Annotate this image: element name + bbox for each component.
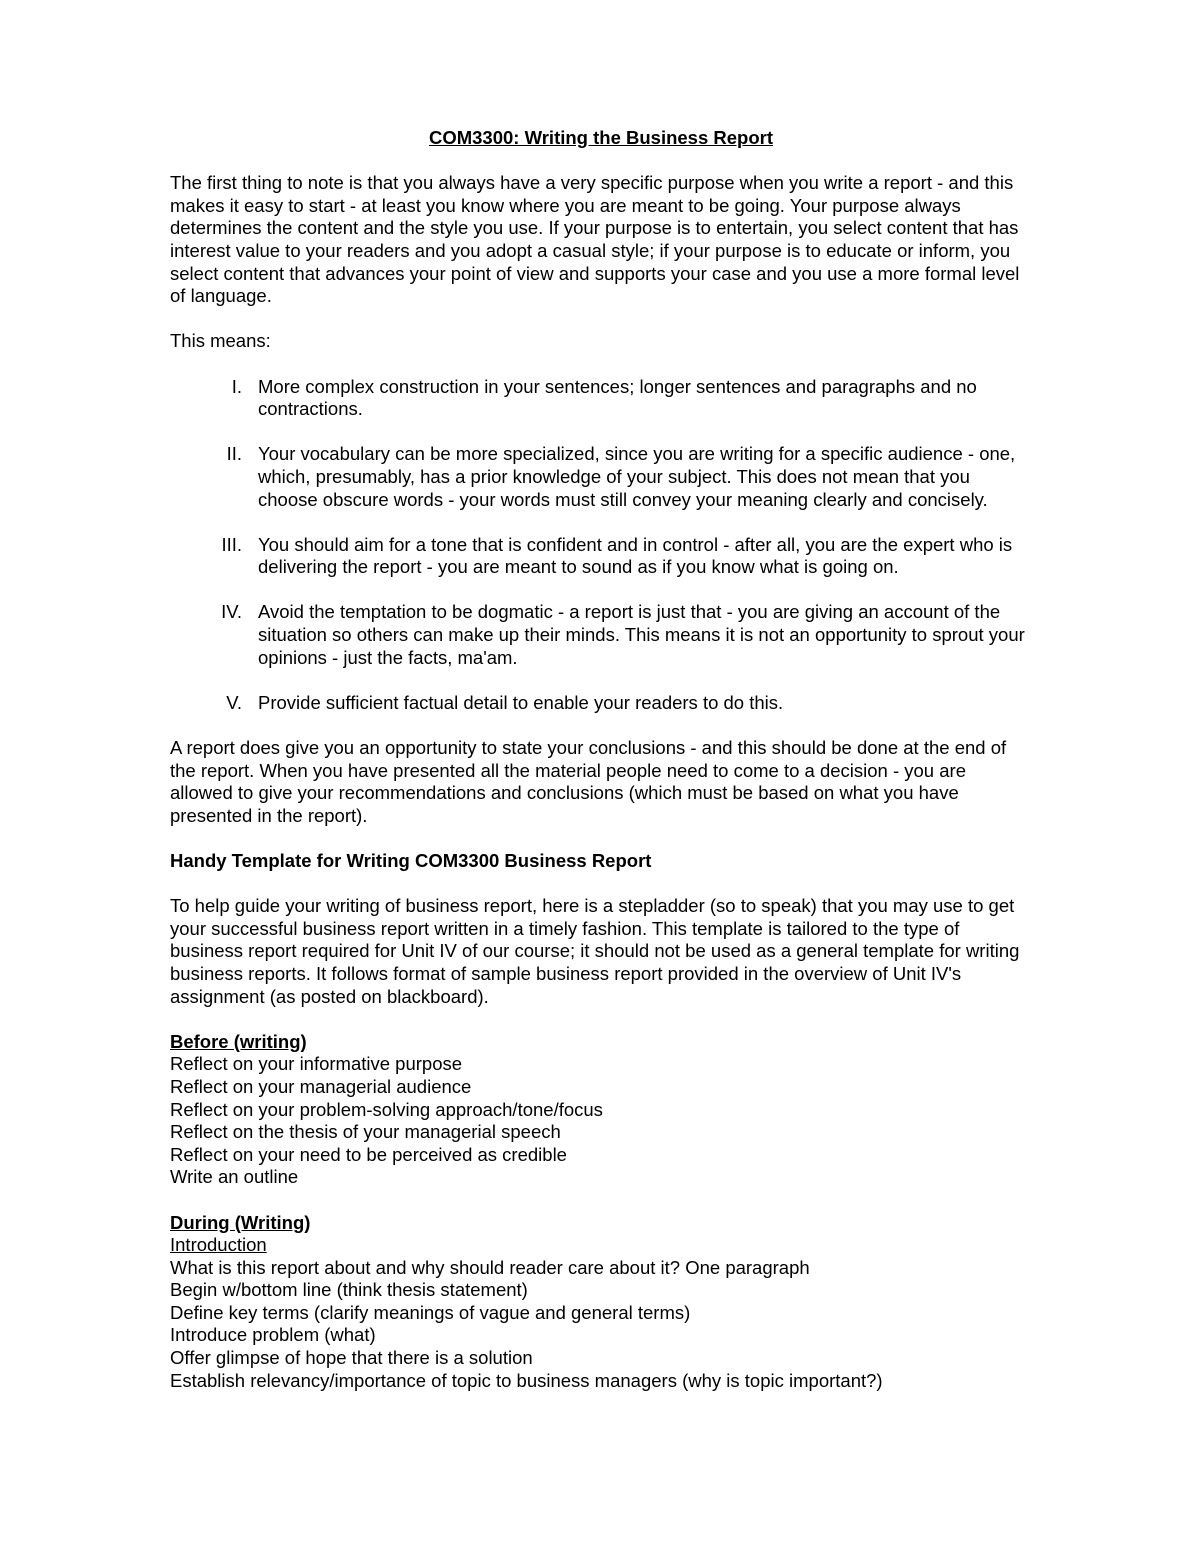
list-item-text: Your vocabulary can be more specialized, since you are writing for a specific audience - one, which, presumably, has a prior knowledge of your subject. This does not mean that you choose obscure words - your words must still convey your meaning clearly and concisely. (258, 443, 1016, 510)
conclusion-paragraph: A report does give you an opportunity to state your conclusions - and this should be done at the end of the report. When you have presented all the material people need to come to a decision - you are allowed to give your recommendations and conclusions (which must be based on what you have presented in the report). (170, 737, 1007, 826)
introduction-subheading: Introduction (170, 1234, 267, 1256)
list-item (170, 601, 1032, 669)
during-item: Establish relevancy/importance of topic to business managers (why is topic important?) (170, 1369, 883, 1391)
intro-paragraph: The first thing to note is that you always have a very specific purpose when you write a report - and this makes it easy to start - at least you know where you are meant to be going. Your purpose always determines the content and the style you use. If your purpose is to entertain, you select content that has interest value to your readers and you adopt a casual style; if your purpose is to educate or inform, you select content that advances your point of view and supports your case and you use a more formal level of language. (170, 172, 1020, 307)
during-item: Offer glimpse of hope that there is a solution (170, 1347, 533, 1369)
during-item: Begin w/bottom line (think thesis statement) (170, 1279, 528, 1301)
list-item (170, 376, 1032, 421)
during-item: Define key terms (clarify meanings of vague and general terms) (170, 1301, 691, 1323)
list-item-number: I. (231, 375, 242, 397)
list-item-text: Provide sufficient factual detail to enable your readers to do this. (258, 691, 784, 713)
during-writing-heading: During (Writing) (170, 1211, 311, 1233)
roman-numeral-list (170, 376, 1032, 715)
list-item-text: More complex construction in your sentences; longer sentences and paragraphs and no contractions. (258, 375, 977, 420)
before-item: Reflect on your managerial audience (170, 1075, 472, 1097)
list-item-number: V. (226, 691, 242, 713)
template-heading: Handy Template for Writing COM3300 Business Report (170, 850, 652, 871)
during-writing-section (170, 1212, 1032, 1393)
template-paragraph: To help guide your writing of business report, here is a stepladder (so to speak) that you may use to get your successful business report written in a timely fashion. This template is tailored to the type of business report required for Unit IV of our course; it should not be used as a general template for writing business reports. It follows format of sample business report provided in the overview of Unit IV's assignment (as posted on blackboard). (170, 895, 1020, 1007)
list-item-number: IV. (221, 601, 242, 623)
before-item: Reflect on your informative purpose (170, 1053, 463, 1075)
list-item-number: III. (221, 533, 242, 555)
list-item (170, 534, 1032, 579)
before-item: Reflect on your need to be perceived as credible (170, 1143, 567, 1165)
during-item: Introduce problem (what) (170, 1324, 376, 1346)
list-item (170, 443, 1032, 511)
list-item-text: You should aim for a tone that is confident and in control - after all, you are the expert who is delivering the report - you are meant to sound as if you know what is going on. (258, 533, 1013, 578)
before-item: Write an outline (170, 1166, 299, 1188)
before-item: Reflect on your problem-solving approach/tone/focus (170, 1098, 603, 1120)
before-writing-heading: Before (writing) (170, 1030, 307, 1052)
before-item: Reflect on the thesis of your managerial speech (170, 1121, 561, 1143)
before-writing-section (170, 1031, 1032, 1189)
list-item-number: II. (226, 443, 242, 465)
list-item (170, 692, 1032, 715)
list-item-text: Avoid the temptation to be dogmatic - a report is just that - you are giving an account of the situation so others can make up their minds. This means it is not an opportunity to sprout your opinions - just the facts, ma'am. (258, 601, 1025, 668)
document-title: COM3300: Writing the Business Report (428, 127, 774, 148)
during-item: What is this report about and why should reader care about it? One paragraph (170, 1256, 810, 1278)
this-means-label: This means: (170, 330, 271, 352)
